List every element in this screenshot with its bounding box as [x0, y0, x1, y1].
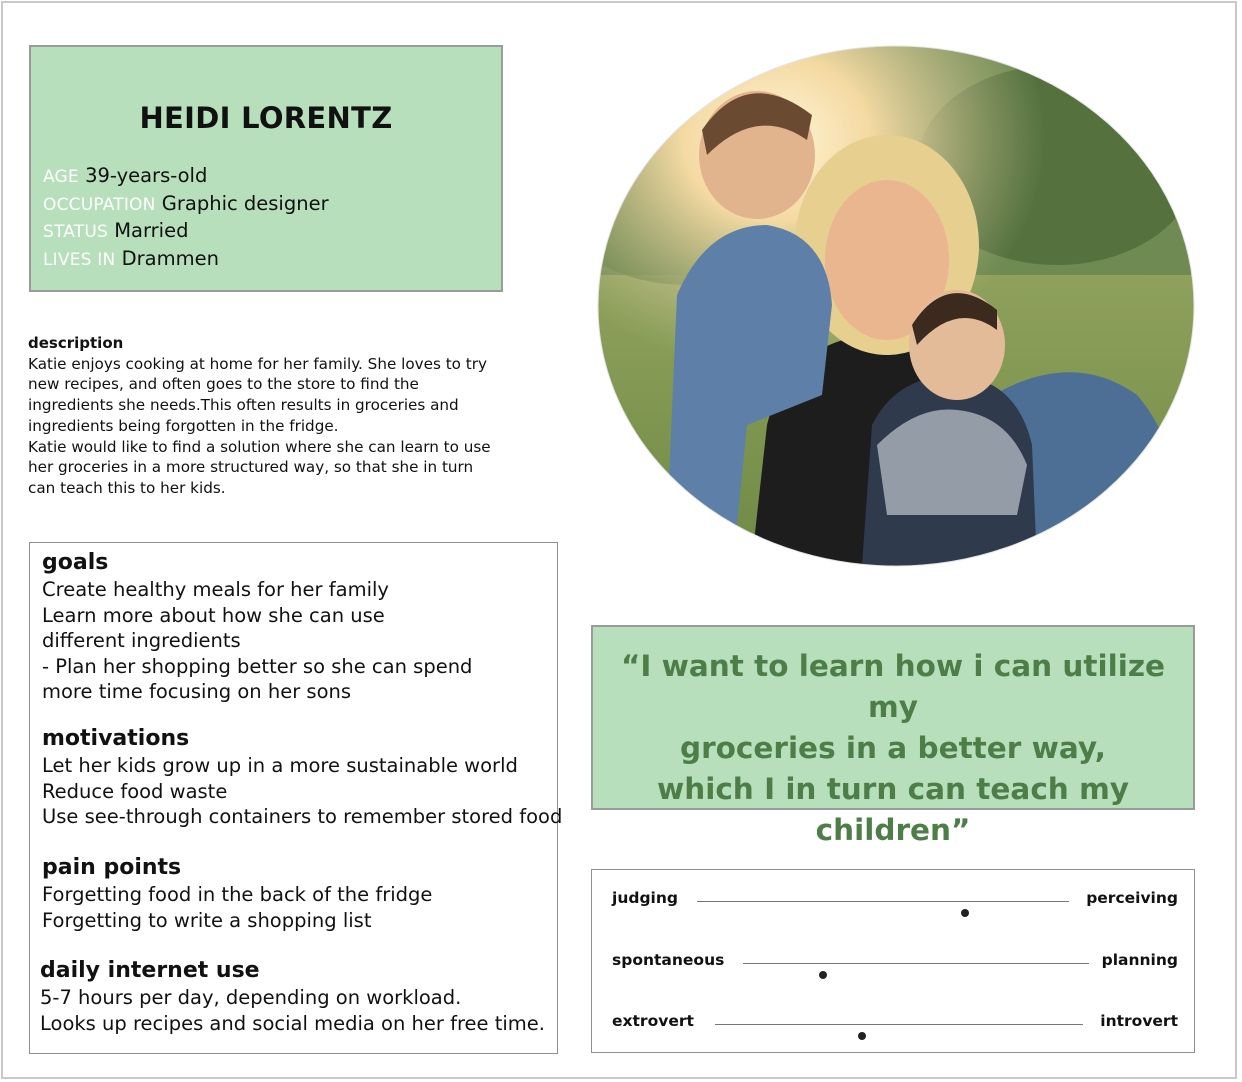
section-title: daily internet use [40, 958, 260, 983]
section-line: Create healthy meals for her family [42, 578, 389, 601]
scale-left-label: spontaneous [612, 951, 725, 969]
scale-track [697, 901, 1069, 902]
section-title: goals [42, 550, 109, 575]
quote-line: children” [815, 813, 971, 847]
fact-label: OCCUPATION [43, 194, 156, 215]
fact-value: Graphic designer [161, 191, 329, 215]
scale-spontaneous-planning [592, 951, 1194, 975]
quote-line: “I want to learn how i can utilize my [620, 649, 1166, 724]
scale-track [715, 1024, 1083, 1025]
scale-left-label: judging [612, 889, 678, 907]
section-line: - Plan her shopping better so she can spend [42, 654, 473, 678]
persona-card [29, 45, 503, 292]
description-line: Katie enjoys cooking at home for her family. She loves to try [28, 354, 487, 373]
description-title: description [28, 334, 124, 352]
quote-line: groceries in a better way, [679, 731, 1107, 765]
fact-label: STATUS [43, 222, 108, 242]
personality-scales [591, 869, 1195, 1053]
scale-right-label: perceiving [1086, 889, 1178, 907]
goals-section [42, 549, 472, 705]
fact-label: AGE [43, 167, 79, 187]
pain-points-section [42, 854, 432, 933]
description-line: ingredients being forgotten in the fridge. [28, 416, 339, 435]
scale-right-label: planning [1101, 951, 1178, 969]
details-box [29, 542, 563, 1054]
fact-status [43, 218, 329, 246]
section-title: motivations [42, 726, 190, 751]
daily-internet-use-section [40, 957, 545, 1036]
scale-track [743, 963, 1089, 964]
section-line: Looks up recipes and social media on her free time. [40, 1011, 546, 1035]
persona-facts [43, 163, 329, 273]
section-line: Learn more about how she can use [42, 603, 385, 627]
scale-marker [819, 971, 827, 979]
fact-lives-in [43, 246, 329, 274]
fact-value: Married [114, 219, 189, 242]
description-line: can teach this to her kids. [28, 478, 226, 497]
description-line: Katie would like to find a solution where she can learn to use [28, 437, 491, 456]
quote-text [593, 646, 1193, 851]
scale-marker [858, 1032, 866, 1040]
fact-age [43, 163, 329, 191]
fact-value: Drammen [121, 246, 219, 270]
section-line: 5-7 hours per day, depending on workload. [40, 986, 462, 1009]
scale-marker [961, 909, 969, 917]
description-line: ingredients she needs.This often results in groceries and [28, 396, 459, 415]
section-line: Use see-through containers to remember stored food [42, 805, 563, 829]
section-line: Let her kids grow up in a more sustainable world [42, 754, 518, 777]
section-line: different ingredients [42, 629, 241, 653]
quote-line: which I in turn can teach my [656, 772, 1130, 806]
persona-name: HEIDI LORENTZ [139, 101, 393, 135]
description-line: new recipes, and often goes to the store to find the [28, 375, 419, 394]
fact-value: 39-years-old [85, 164, 208, 187]
section-line: more time focusing on her sons [42, 680, 352, 704]
scale-judging-perceiving [592, 889, 1194, 913]
fact-label: LIVES IN [43, 249, 116, 270]
section-line: Reduce food waste [42, 779, 228, 803]
description-line: her groceries in a more structured way, so that she in turn [28, 458, 474, 477]
section-title: pain points [42, 855, 182, 880]
quote-box [591, 625, 1195, 847]
scale-extrovert-introvert [592, 1012, 1194, 1036]
fact-occupation [43, 191, 329, 219]
section-line: Forgetting to write a shopping list [42, 908, 372, 932]
scale-right-label: introvert [1100, 1012, 1178, 1030]
motivations-section [42, 725, 562, 830]
scale-left-label: extrovert [612, 1012, 694, 1030]
family-photo [597, 45, 1195, 567]
description-block [28, 333, 518, 499]
section-line: Forgetting food in the back of the fridge [42, 883, 433, 906]
